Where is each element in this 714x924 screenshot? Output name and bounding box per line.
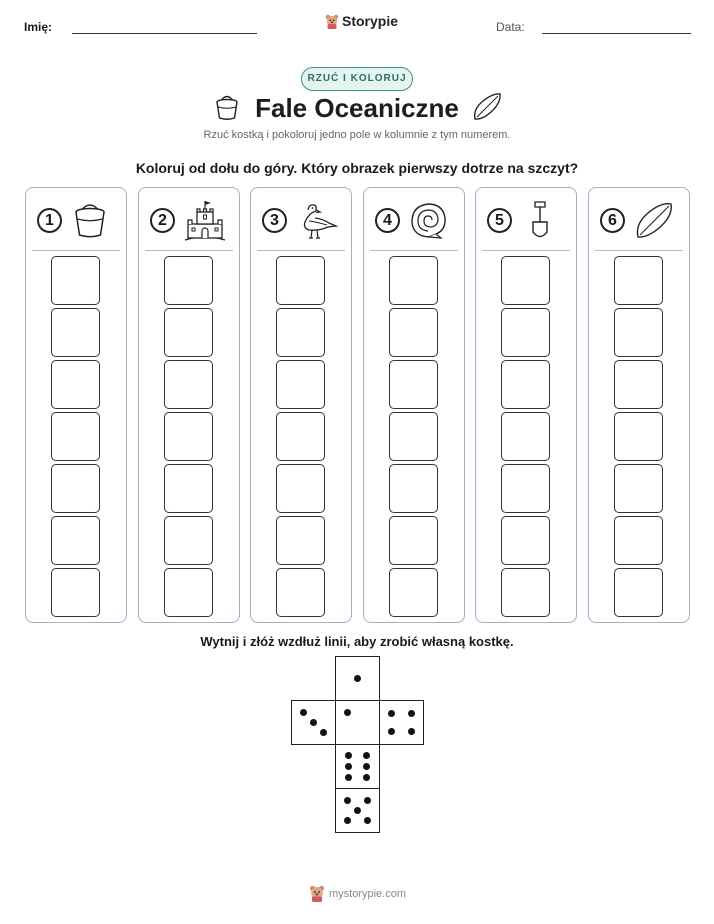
color-cell[interactable] bbox=[51, 308, 100, 357]
column-header bbox=[364, 188, 464, 250]
column-divider bbox=[482, 250, 570, 251]
dice-pip bbox=[388, 728, 395, 735]
color-cell[interactable] bbox=[389, 256, 438, 305]
column-number: 2 bbox=[150, 208, 175, 233]
dice-face-1 bbox=[335, 700, 380, 745]
dice-pip bbox=[344, 817, 351, 824]
footer bbox=[309, 885, 406, 902]
activity-tag: RZUĆ I KOLORUJ bbox=[301, 67, 413, 91]
dice-pip bbox=[345, 752, 352, 759]
color-cell[interactable] bbox=[276, 516, 325, 565]
color-cell[interactable] bbox=[614, 516, 663, 565]
column-divider bbox=[257, 250, 345, 251]
color-cell[interactable] bbox=[51, 516, 100, 565]
dice-pip bbox=[364, 817, 371, 824]
column-6 bbox=[588, 187, 690, 623]
column-number: 4 bbox=[375, 208, 400, 233]
dice-pip bbox=[363, 763, 370, 770]
name-label: Imię: bbox=[24, 20, 53, 34]
dice-pip bbox=[408, 728, 415, 735]
column-header bbox=[589, 188, 689, 250]
dice-pip bbox=[345, 774, 352, 781]
color-cell[interactable] bbox=[501, 568, 550, 617]
bear-logo-icon bbox=[309, 885, 325, 902]
dice-face-5 bbox=[335, 788, 380, 833]
instruction-text: Koloruj od dołu do góry. Który obrazek pierwszy dotrze na szczyt? bbox=[135, 160, 579, 176]
column-header bbox=[251, 188, 351, 250]
color-cell[interactable] bbox=[501, 360, 550, 409]
color-cell[interactable] bbox=[276, 360, 325, 409]
color-cell[interactable] bbox=[276, 256, 325, 305]
column-1 bbox=[25, 187, 127, 623]
color-cell[interactable] bbox=[51, 256, 100, 305]
surfboard-icon bbox=[633, 200, 675, 242]
column-number: 1 bbox=[37, 208, 62, 233]
column-header bbox=[26, 188, 126, 250]
dice-pip bbox=[363, 774, 370, 781]
dice-face-6 bbox=[335, 744, 380, 789]
column-divider bbox=[370, 250, 458, 251]
color-cell[interactable] bbox=[164, 464, 213, 513]
color-cell[interactable] bbox=[389, 308, 438, 357]
dice-pip bbox=[344, 797, 351, 804]
column-3 bbox=[250, 187, 352, 623]
dice-pip bbox=[345, 763, 352, 770]
color-cell[interactable] bbox=[501, 516, 550, 565]
dice-pip bbox=[388, 710, 395, 717]
column-number: 5 bbox=[487, 208, 512, 233]
subtitle: Rzuć kostką i pokoloruj jedno pole w kolumnie z tym numerem. bbox=[203, 129, 511, 141]
color-cell[interactable] bbox=[276, 568, 325, 617]
name-line bbox=[72, 33, 257, 34]
color-cell[interactable] bbox=[614, 256, 663, 305]
color-cell[interactable] bbox=[614, 360, 663, 409]
color-cell[interactable] bbox=[51, 568, 100, 617]
column-2 bbox=[138, 187, 240, 623]
color-cell[interactable] bbox=[389, 360, 438, 409]
color-cell[interactable] bbox=[501, 464, 550, 513]
color-cell[interactable] bbox=[51, 360, 100, 409]
color-cell[interactable] bbox=[614, 308, 663, 357]
dice-pip bbox=[408, 710, 415, 717]
storypie-logo bbox=[325, 13, 398, 29]
dice-pip bbox=[344, 709, 351, 716]
dice-pip bbox=[310, 719, 317, 726]
color-cell[interactable] bbox=[501, 412, 550, 461]
bear-logo-icon bbox=[325, 14, 339, 29]
column-divider bbox=[595, 250, 683, 251]
dice-pip bbox=[364, 797, 371, 804]
color-cell[interactable] bbox=[614, 568, 663, 617]
column-number: 6 bbox=[600, 208, 625, 233]
page-title: Fale Oceaniczne bbox=[255, 93, 459, 123]
color-cell[interactable] bbox=[614, 464, 663, 513]
column-4 bbox=[363, 187, 465, 623]
column-header bbox=[139, 188, 239, 250]
column-divider bbox=[145, 250, 233, 251]
date-label: Data: bbox=[496, 20, 525, 34]
column-number: 3 bbox=[262, 208, 287, 233]
color-cell[interactable] bbox=[501, 308, 550, 357]
footer-url[interactable]: mystorypie.com bbox=[329, 887, 407, 900]
column-5 bbox=[475, 187, 577, 623]
surfboard-icon bbox=[471, 91, 503, 123]
cut-instruction: Wytnij i złóż wzdłuż linii, aby zrobić własną kostkę. bbox=[200, 634, 514, 649]
dice-face-1 bbox=[335, 656, 380, 701]
column-header bbox=[476, 188, 576, 250]
color-cell[interactable] bbox=[614, 412, 663, 461]
color-cell[interactable] bbox=[389, 516, 438, 565]
dice-pip bbox=[354, 675, 361, 682]
color-cell[interactable] bbox=[389, 568, 438, 617]
color-cell[interactable] bbox=[164, 308, 213, 357]
color-cell[interactable] bbox=[276, 308, 325, 357]
sandcastle-icon bbox=[183, 200, 227, 242]
column-divider bbox=[32, 250, 120, 251]
dice-face-3 bbox=[291, 700, 336, 745]
color-cell[interactable] bbox=[164, 256, 213, 305]
seashell-icon bbox=[408, 200, 450, 240]
date-line bbox=[542, 33, 691, 34]
dice-face-4 bbox=[379, 700, 424, 745]
dice-pip bbox=[354, 807, 361, 814]
color-cell[interactable] bbox=[276, 464, 325, 513]
color-cell[interactable] bbox=[164, 516, 213, 565]
bucket-icon bbox=[70, 200, 110, 240]
logo-text: Storypie bbox=[342, 13, 399, 29]
seagull-icon bbox=[295, 200, 339, 242]
dice-pip bbox=[320, 729, 327, 736]
color-cell[interactable] bbox=[164, 568, 213, 617]
color-cell[interactable] bbox=[164, 412, 213, 461]
color-cell[interactable] bbox=[501, 256, 550, 305]
color-cell[interactable] bbox=[51, 412, 100, 461]
color-cell[interactable] bbox=[164, 360, 213, 409]
color-cell[interactable] bbox=[389, 464, 438, 513]
color-cell[interactable] bbox=[51, 464, 100, 513]
color-cell[interactable] bbox=[276, 412, 325, 461]
color-cell[interactable] bbox=[389, 412, 438, 461]
dice-pip bbox=[300, 709, 307, 716]
shovel-icon bbox=[520, 200, 560, 242]
dice-pip bbox=[363, 752, 370, 759]
